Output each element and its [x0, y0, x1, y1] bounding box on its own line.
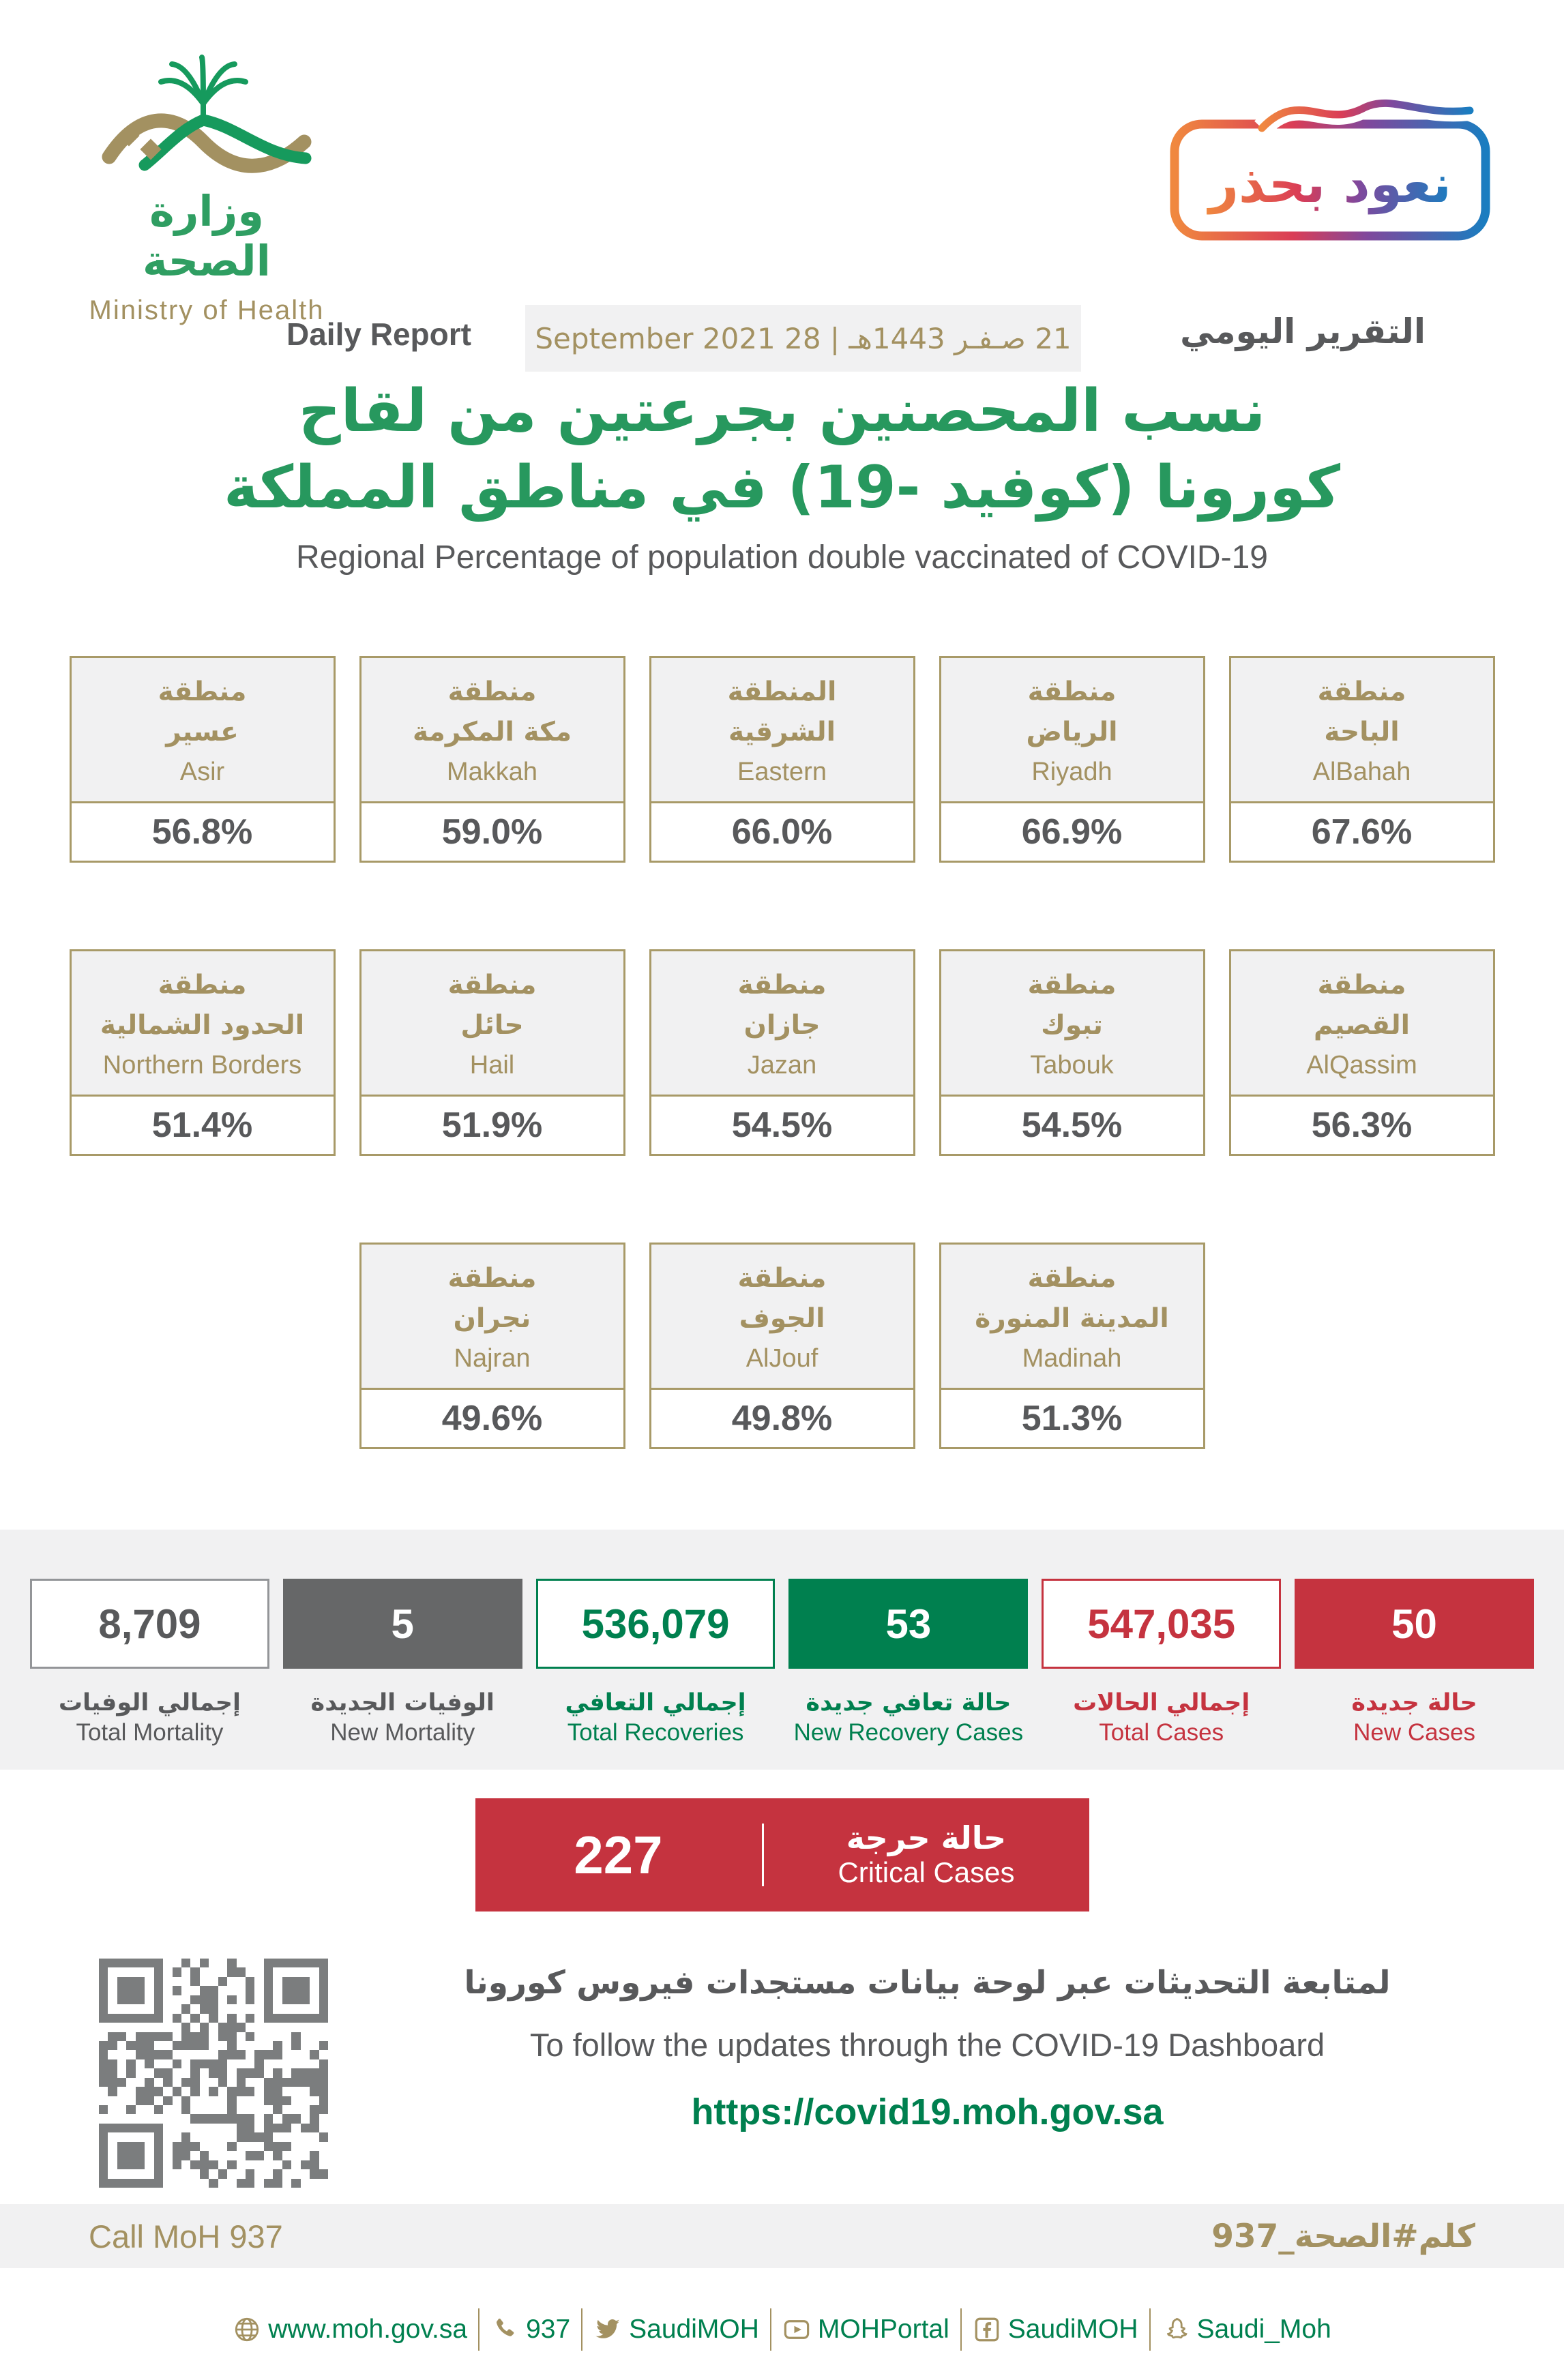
dashboard-note-ar: لمتابعة التحديثات عبر لوحة بيانات مستجدات فيروس كورونا	[464, 1964, 1391, 2002]
stat-label-en: Total Cases	[1099, 1719, 1224, 1746]
region-card-albahah	[1229, 656, 1495, 863]
region-percentage: 54.5%	[731, 1105, 833, 1145]
report-date-box: 21 صـفـر 1443هـ | 28 September 2021	[525, 305, 1081, 372]
stat-total-mortality	[30, 1579, 269, 1770]
region-percentage: 67.6%	[1311, 812, 1413, 852]
region-name-en: Hail	[469, 1051, 515, 1080]
footer-divider	[478, 2308, 479, 2351]
region-name-en: AlQassim	[1306, 1051, 1417, 1080]
stat-label-ar: إجمالي الوفيات	[58, 1689, 241, 1716]
region-name-ar: المنطقة الشرقية	[727, 676, 837, 747]
region-percentage: 66.9%	[1021, 812, 1123, 852]
stat-label-en: New Mortality	[330, 1719, 475, 1746]
region-card-eastern	[649, 656, 915, 863]
region-percentage: 49.8%	[731, 1399, 833, 1438]
region-card-tabouk	[939, 949, 1205, 1156]
region-card-northern-borders	[70, 949, 336, 1156]
stat-value: 536,079	[536, 1579, 776, 1669]
footer-divider	[1149, 2308, 1151, 2351]
region-name-ar: منطقة عسير	[158, 676, 247, 747]
critical-label-en: Critical Cases	[838, 1856, 1015, 1889]
stat-value: 53	[788, 1579, 1028, 1669]
daily-report-label-en: Daily Report	[286, 316, 471, 352]
region-row-3	[0, 1243, 1564, 1449]
page-title	[0, 374, 1564, 576]
region-name-ar: منطقة مكة المكرمة	[413, 676, 572, 747]
region-card-aljouf	[649, 1243, 915, 1449]
badge-text: نعود بحذر	[1209, 153, 1451, 214]
critical-label-ar: حالة حرجة	[846, 1819, 1007, 1857]
footer-link-snapchat[interactable]: Saudi_Moh	[1162, 2315, 1331, 2345]
region-name-ar: منطقة المدينة المنورة	[975, 1263, 1169, 1334]
dashboard-section	[0, 1959, 1564, 2188]
region-name-en: Jazan	[747, 1051, 817, 1080]
region-row-1	[0, 656, 1564, 863]
region-row-2	[0, 949, 1564, 1156]
stat-label-ar: حالة تعافي جديدة	[806, 1689, 1012, 1716]
stat-label-en: New Recovery Cases	[793, 1719, 1024, 1746]
region-name-en: Najran	[454, 1344, 531, 1373]
youtube-icon	[782, 2315, 811, 2344]
footer-divider	[581, 2308, 582, 2351]
footer-link-twitter[interactable]: SaudiMOH	[593, 2315, 759, 2345]
region-name-ar: منطقة الرياض	[1026, 676, 1118, 747]
moh-name-arabic: وزارة الصحة	[143, 186, 271, 286]
dashboard-url-link[interactable]: https://covid19.moh.gov.sa	[691, 2092, 1164, 2132]
region-card-makkah	[359, 656, 625, 863]
footer-link-website[interactable]: www.moh.gov.sa	[233, 2315, 467, 2345]
region-name-ar: منطقة تبوك	[1027, 970, 1117, 1041]
moh-logo	[80, 55, 333, 326]
globe-icon	[233, 2315, 261, 2344]
qr-code	[99, 1959, 328, 2188]
region-name-en: Asir	[179, 758, 225, 786]
moh-name-english: Ministry of Health	[89, 295, 325, 325]
footer-link-youtube[interactable]: MOHPortal	[782, 2315, 949, 2345]
footer-divider	[770, 2308, 771, 2351]
stat-new-cases	[1295, 1579, 1534, 1770]
region-card-najran	[359, 1243, 625, 1449]
region-percentage: 59.0%	[441, 812, 543, 852]
region-name-ar: منطقة الباحة	[1317, 676, 1406, 747]
region-name-en: Tabouk	[1030, 1051, 1114, 1080]
region-percentage: 49.6%	[441, 1399, 543, 1438]
dashboard-note-en: To follow the updates through the COVID-19 Dashboard	[529, 2027, 1325, 2063]
region-name-en: AlJouf	[746, 1344, 818, 1373]
stat-label-ar: حالة جديدة	[1351, 1689, 1477, 1716]
region-card-hail	[359, 949, 625, 1156]
stat-value: 50	[1295, 1579, 1534, 1669]
title-arabic: نسب المحصنين بجرعتين من لقاح كورونا (كوفيد -19) في مناطق المملكة	[223, 377, 1341, 522]
stat-total-recoveries	[536, 1579, 776, 1770]
twitter-icon	[593, 2315, 622, 2344]
stat-new-mortality	[283, 1579, 522, 1770]
report-header-row	[0, 303, 1564, 378]
footer-link-phone[interactable]: 937	[490, 2315, 570, 2345]
region-name-en: Northern Borders	[102, 1051, 302, 1080]
stat-label-ar: الوفيات الجديدة	[310, 1689, 495, 1716]
region-percentage: 56.3%	[1311, 1105, 1413, 1145]
footer-link-facebook[interactable]: SaudiMOH	[973, 2315, 1138, 2345]
phone-icon	[490, 2315, 519, 2344]
region-name-ar: منطقة جازان	[737, 970, 827, 1041]
call-moh-label-en: Call MoH 937	[89, 2218, 283, 2255]
stat-value: 5	[283, 1579, 522, 1669]
stat-label-ar: إجمالي الحالات	[1073, 1689, 1250, 1716]
stat-label-en: Total Recoveries	[567, 1719, 744, 1746]
region-card-madinah	[939, 1243, 1205, 1449]
critical-cases-box	[475, 1798, 1089, 1912]
statistics-band	[0, 1530, 1564, 1770]
stat-label-en: New Cases	[1353, 1719, 1476, 1746]
region-name-en: Riyadh	[1031, 758, 1112, 786]
region-percentage: 51.9%	[441, 1105, 543, 1145]
region-percentage: 51.4%	[151, 1105, 253, 1145]
stat-value: 547,035	[1042, 1579, 1281, 1669]
region-name-en: Eastern	[737, 758, 827, 786]
region-card-alqassim	[1229, 949, 1495, 1156]
stat-new-recovery-cases	[788, 1579, 1028, 1770]
region-name-en: AlBahah	[1312, 758, 1411, 786]
stat-label-en: Total Mortality	[76, 1719, 224, 1746]
title-english: Regional Percentage of population double vaccinated of COVID-19	[296, 539, 1268, 576]
region-percentage: 56.8%	[151, 812, 253, 852]
region-percentage: 54.5%	[1021, 1105, 1123, 1145]
region-card-asir	[70, 656, 336, 863]
footer-links	[0, 2308, 1564, 2351]
region-name-ar: منطقة نجران	[447, 1263, 537, 1334]
footer-divider	[960, 2308, 962, 2351]
region-card-riyadh	[939, 656, 1205, 863]
stat-label-ar: إجمالي التعافي	[565, 1689, 746, 1716]
snapchat-icon	[1162, 2315, 1190, 2344]
stat-value: 8,709	[30, 1579, 269, 1669]
call-moh-band	[0, 2204, 1564, 2268]
return-with-caution-badge	[1160, 87, 1501, 254]
region-name-ar: منطقة الحدود الشمالية	[100, 970, 305, 1041]
daily-report-label-ar: التقرير اليومي	[1180, 312, 1426, 351]
critical-cases-value: 227	[574, 1824, 663, 1885]
moh-emblem-icon	[101, 55, 312, 177]
region-name-ar: منطقة القصيم	[1313, 970, 1410, 1041]
region-name-ar: منطقة حائل	[447, 970, 537, 1041]
region-card-jazan	[649, 949, 915, 1156]
call-moh-hashtag-ar: كلم#الصحة_937	[1211, 2217, 1475, 2255]
facebook-icon	[973, 2315, 1001, 2344]
region-name-en: Madinah	[1022, 1344, 1122, 1373]
region-percentage: 51.3%	[1021, 1399, 1123, 1438]
region-name-en: Makkah	[446, 758, 538, 786]
region-name-ar: منطقة الجوف	[737, 1263, 827, 1334]
stat-total-cases	[1042, 1579, 1281, 1770]
region-percentage: 66.0%	[731, 812, 833, 852]
